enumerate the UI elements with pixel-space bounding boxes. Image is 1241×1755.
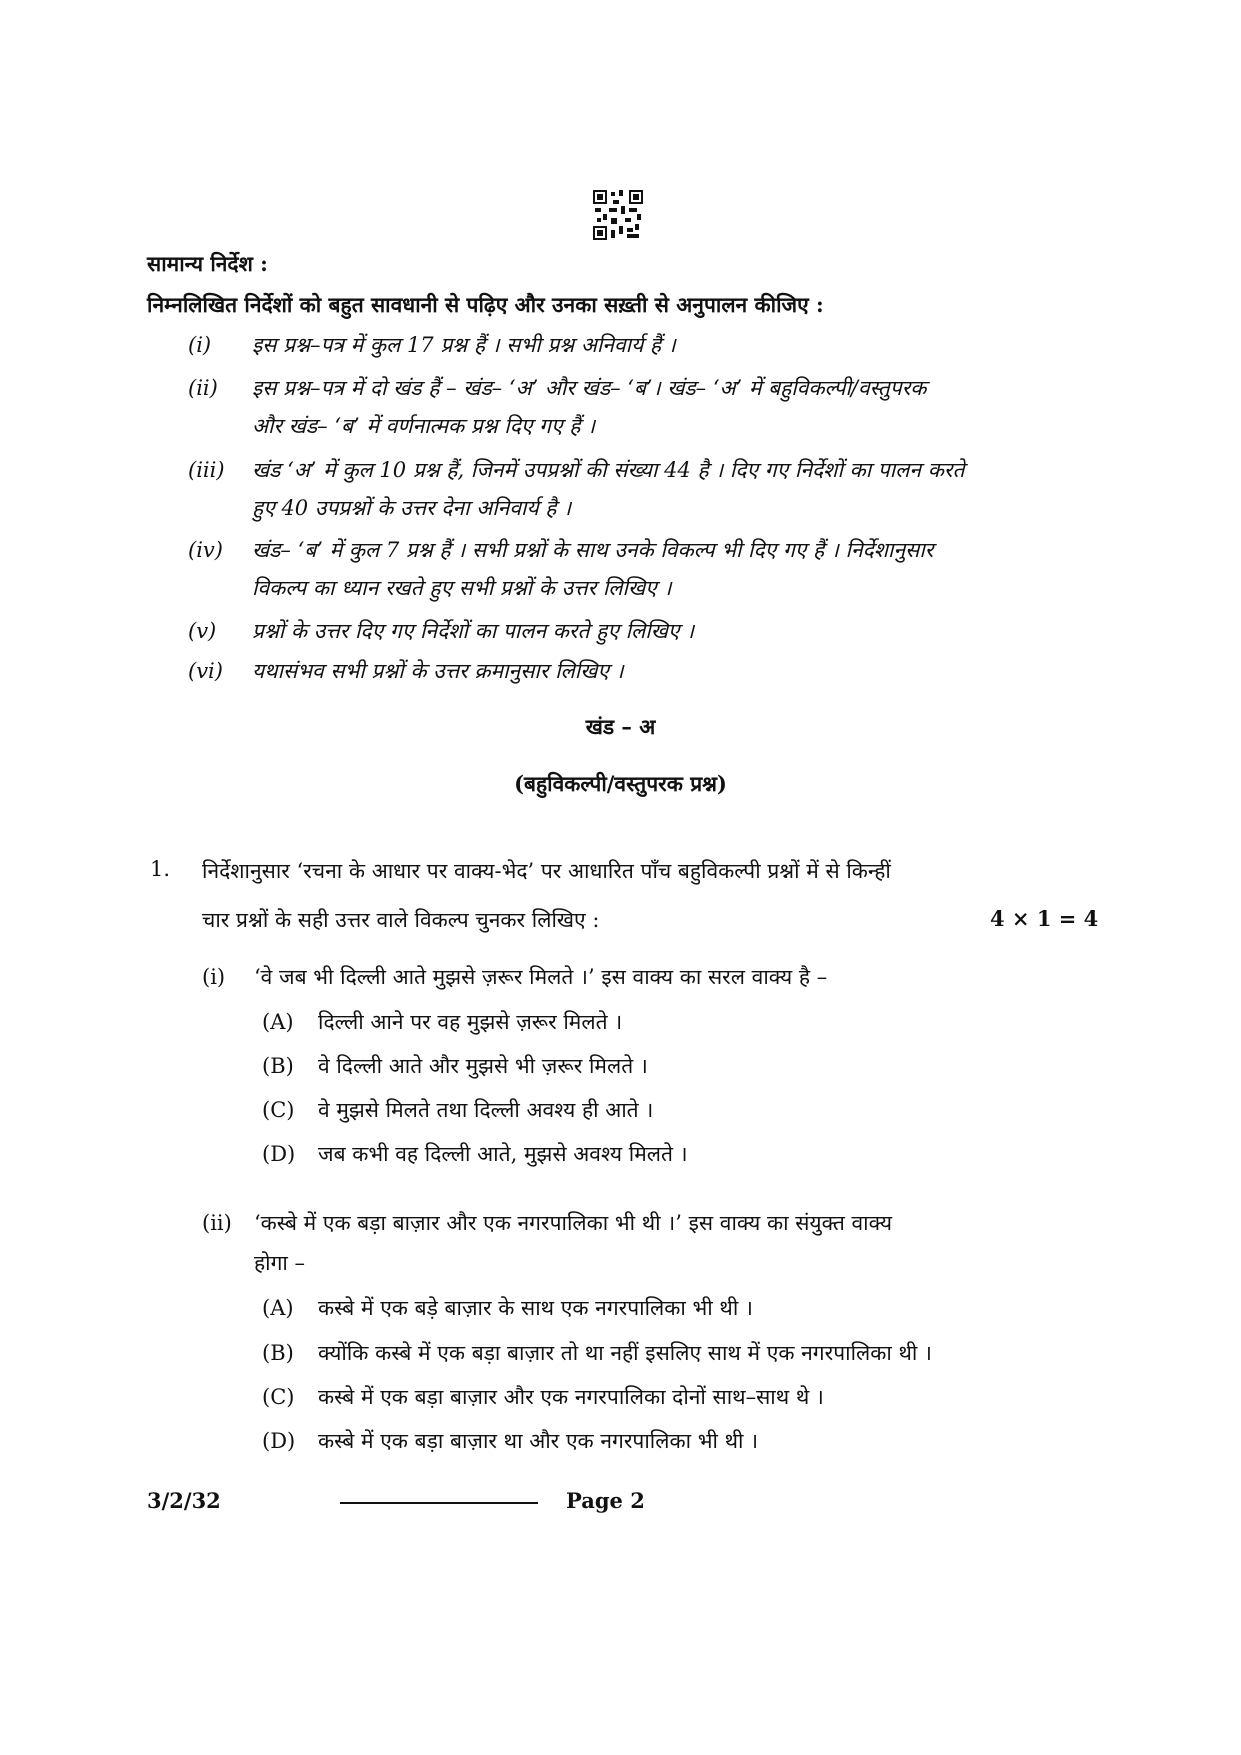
option-text: कस्बे में एक बड़े बाज़ार के साथ एक नगरपालिका भी थी । — [318, 1296, 753, 1320]
option-text: वे मुझसे मिलते तथा दिल्ली अवश्य ही आते । — [318, 1098, 654, 1122]
qr-code-icon — [593, 190, 643, 240]
option-text: कस्बे में एक बड़ा बाज़ार था और एक नगरपालिका भी थी । — [318, 1429, 759, 1453]
instruction-number: (iii) — [188, 458, 225, 482]
instruction-number: (ii) — [188, 376, 218, 400]
option-label: (B) — [262, 1054, 294, 1078]
option-text: जब कभी वह दिल्ली आते, मुझसे अवश्य मिलते । — [318, 1142, 688, 1166]
instruction-number: (i) — [188, 333, 212, 357]
subquestion — [202, 1209, 892, 1237]
section-subtitle: (बहुविकल्पी/वस्तुपरक प्रश्न) — [514, 771, 727, 796]
question-text-continued: चार प्रश्नों के सही उत्तर वाले विकल्प चुनकर लिखिए : — [202, 908, 600, 932]
option — [262, 1294, 753, 1322]
option-label: (A) — [262, 1010, 294, 1034]
instruction-text: यथासंभव सभी प्रश्नों के उत्तर क्रमानुसार लिखिए । — [252, 659, 624, 683]
instruction-text: प्रश्नों के उत्तर दिए गए निर्देशों का पालन करते हुए लिखिए । — [252, 619, 695, 643]
option-label: (B) — [262, 1341, 294, 1365]
subquestion — [202, 963, 827, 991]
instruction-item — [188, 456, 965, 520]
subquestion-text: ‘कस्बे में एक बड़ा बाज़ार और एक नगरपालिका भी थी ।’ इस वाक्य का संयुक्त वाक्य — [254, 1211, 893, 1235]
option-label: (C) — [262, 1098, 295, 1122]
paper-code: 3/2/32 — [147, 1488, 221, 1513]
option-text: दिल्ली आने पर वह मुझसे ज़रूर मिलते । — [318, 1010, 623, 1034]
option — [262, 1383, 824, 1411]
option-label: (A) — [262, 1296, 294, 1320]
subquestion-number: (ii) — [202, 1211, 232, 1235]
instruction-text: खंड– ‘ब’ में कुल 7 प्रश्न हैं । सभी प्रश्नों के साथ उनके विकल्प भी दिए गए हैं । निर्देशानुसार — [252, 538, 934, 562]
instruction-item — [188, 374, 927, 438]
footer-divider — [340, 1502, 538, 1504]
subquestion-text-continued: होगा – — [254, 1251, 306, 1275]
general-instructions-subtitle: निम्नलिखित निर्देशों को बहुत सावधानी से पढ़िए और उनका सख़्ती से अनुपालन कीजिए : — [147, 292, 824, 317]
instruction-number: (vi) — [188, 659, 223, 683]
instruction-number: (iv) — [188, 538, 223, 562]
instruction-text-continued: विकल्प का ध्यान रखते हुए सभी प्रश्नों के उत्तर लिखिए । — [252, 576, 672, 600]
subquestion-text: ‘वे जब भी दिल्ली आते मुझसे ज़रूर मिलते ।’ इस वाक्य का सरल वाक्य है – — [254, 965, 828, 989]
instruction-item — [188, 536, 934, 600]
option — [262, 1052, 648, 1080]
option — [262, 1008, 622, 1036]
instruction-item — [188, 617, 694, 645]
option — [262, 1096, 653, 1124]
instruction-number: (v) — [188, 619, 217, 643]
option-label: (C) — [262, 1385, 295, 1409]
question-text: निर्देशानुसार ‘रचना के आधार पर वाक्य-भेद’ पर आधारित पाँच बहुविकल्पी प्रश्नों में से किन्हीं — [202, 859, 891, 883]
instruction-text: इस प्रश्न–पत्र में दो खंड हैं – खंड– ‘अ’ और खंड– ‘ब’। खंड– ‘अ’ में बहुविकल्पी/वस्तुपरक — [252, 376, 927, 400]
option — [262, 1339, 932, 1367]
instruction-text-continued: और खंड– ‘ब’ में वर्णनात्मक प्रश्न दिए गए हैं । — [252, 414, 596, 438]
question-marks: 4 × 1 = 4 — [990, 906, 1099, 931]
option-text: कस्बे में एक बड़ा बाज़ार और एक नगरपालिका दोनों साथ–साथ थे । — [318, 1385, 824, 1409]
instruction-text: इस प्रश्न–पत्र में कुल 17 प्रश्न हैं । सभी प्रश्न अनिवार्य हैं । — [252, 333, 676, 357]
subquestion-number: (i) — [202, 965, 226, 989]
instruction-item — [188, 657, 624, 685]
option-label: (D) — [262, 1429, 296, 1453]
instruction-text: खंड ‘अ’ में कुल 10 प्रश्न हैं, जिनमें उपप्रश्नों की संख्या 44 है । दिए गए निर्देशों का पालन करते — [252, 458, 965, 482]
option-text: वे दिल्ली आते और मुझसे भी ज़रूर मिलते । — [318, 1054, 648, 1078]
option-text: क्योंकि कस्बे में एक बड़ा बाज़ार तो था नहीं इसलिए साथ में एक नगरपालिका थी । — [318, 1341, 932, 1365]
option-label: (D) — [262, 1142, 296, 1166]
instruction-item — [188, 331, 676, 359]
option — [262, 1427, 758, 1455]
option — [262, 1140, 688, 1168]
general-instructions-title: सामान्य निर्देश : — [147, 251, 268, 276]
instruction-text-continued: हुए 40 उपप्रश्नों के उत्तर देना अनिवार्य है । — [252, 496, 572, 520]
section-title: खंड – अ — [585, 714, 656, 739]
page-number: Page 2 — [566, 1488, 645, 1513]
question-number: 1. — [150, 857, 171, 881]
